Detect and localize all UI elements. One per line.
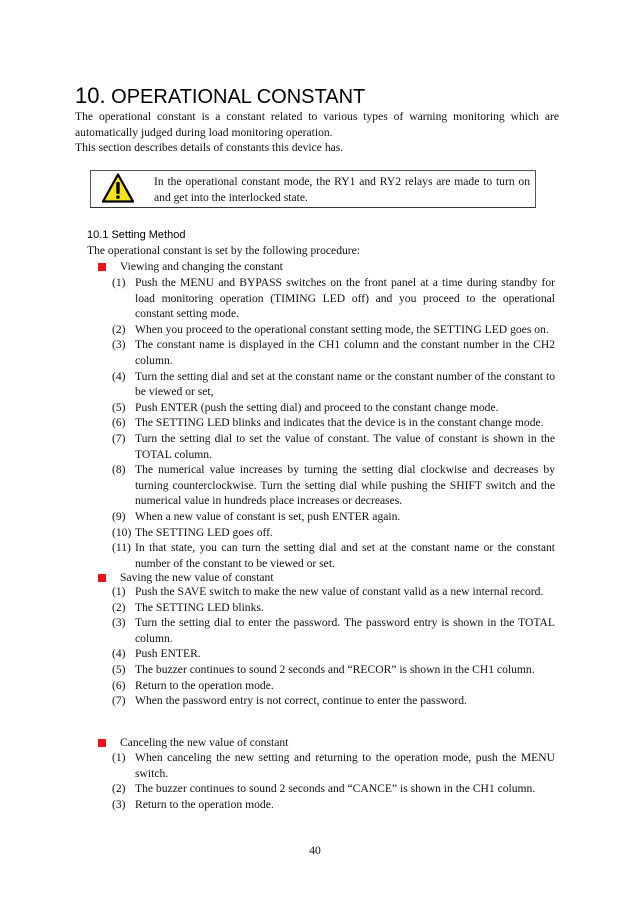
section-heading-label: Canceling the new value of constant xyxy=(120,736,289,749)
list-item xyxy=(112,400,555,416)
step-number: (2) xyxy=(112,322,126,336)
intro-text xyxy=(75,109,559,156)
step-number: (2) xyxy=(112,782,126,796)
step-number: (5) xyxy=(112,400,126,414)
step-number: (1) xyxy=(112,585,126,598)
step-text: Push ENTER (push the setting dial) and proceed to the constant change mode. xyxy=(135,400,499,414)
step-number: (3) xyxy=(112,338,126,352)
step-text: The SETTING LED blinks. xyxy=(135,600,264,614)
step-text: The buzzer continues to sound 2 seconds and “CANCE” is shown in the CH1 column. xyxy=(135,782,536,796)
step-number: (4) xyxy=(112,369,126,383)
subsection-lead: The operational constant is set by the following procedure: xyxy=(87,244,361,257)
step-text: When a new value of constant is set, push ENTER again. xyxy=(135,509,401,523)
list-item xyxy=(112,678,555,694)
list-item xyxy=(112,615,555,646)
list-item xyxy=(112,462,555,509)
step-text: When canceling the new setting and returning to the operation mode, push the MENU switch. xyxy=(135,751,555,780)
warning-triangle-icon xyxy=(102,173,134,203)
step-text: In that state, you can turn the setting dial and set at the constant name or the constant number of the constant to be viewed or set. xyxy=(135,541,555,570)
step-text: Return to the operation mode. xyxy=(135,797,274,811)
list-item xyxy=(112,540,555,571)
step-number: (6) xyxy=(112,416,126,430)
step-text: Push the SAVE switch to make the new value of constant valid as a new internal record. xyxy=(135,585,544,598)
list-item xyxy=(112,781,555,797)
intro-paragraph: The operational constant is a constant related to various types of warning monitoring which are automatically judged during load monitoring operation. xyxy=(75,110,559,139)
chapter-number: 10. xyxy=(75,83,106,108)
list-item xyxy=(112,525,555,541)
steps-list-canceling xyxy=(112,750,555,812)
red-square-bullet-icon xyxy=(98,739,106,747)
step-text: Return to the operation mode. xyxy=(135,678,274,692)
list-item xyxy=(112,415,555,431)
warning-text: In the operational constant mode, the RY1 and RY2 relays are made to turn on and get into the interlocked state. xyxy=(154,175,530,204)
list-item xyxy=(112,431,555,462)
chapter-title: OPERATIONAL CONSTANT xyxy=(111,86,366,108)
step-number: (10) xyxy=(112,525,132,539)
step-number: (1) xyxy=(112,751,126,764)
step-number: (7) xyxy=(112,694,126,708)
step-text: When you proceed to the operational constant setting mode, the SETTING LED goes on. xyxy=(135,322,549,336)
list-item xyxy=(112,275,555,322)
section-heading-label: Viewing and changing the constant xyxy=(120,260,283,273)
step-text: The SETTING LED blinks and indicates that the device is in the constant change mode. xyxy=(135,416,544,430)
list-item xyxy=(112,322,555,338)
steps-list-saving xyxy=(112,584,555,709)
step-number: (6) xyxy=(112,678,126,692)
step-number: (9) xyxy=(112,509,126,523)
step-text: Turn the setting dial to enter the password. The password entry is shown in the TOTAL column. xyxy=(135,616,555,645)
list-item xyxy=(112,662,555,678)
step-text: Push ENTER. xyxy=(135,647,201,661)
step-number: (7) xyxy=(112,431,126,445)
list-item xyxy=(112,693,555,709)
step-number: (11) xyxy=(112,541,131,555)
step-number: (4) xyxy=(112,647,126,661)
subsection-title: 10.1 Setting Method xyxy=(87,229,186,241)
step-text: Turn the setting dial to set the value of constant. The value of constant is shown in the TOTAL column. xyxy=(135,431,555,461)
step-number: (3) xyxy=(112,616,126,630)
page-number: 40 xyxy=(309,844,321,857)
section-heading-label: Saving the new value of constant xyxy=(120,571,274,584)
step-text: The SETTING LED goes off. xyxy=(135,525,273,539)
list-item xyxy=(112,797,555,813)
list-item xyxy=(112,600,555,616)
step-number: (8) xyxy=(112,463,126,477)
list-item xyxy=(112,646,555,662)
intro-paragraph: This section describes details of constants this device has. xyxy=(75,141,344,155)
step-text: The buzzer continues to sound 2 seconds and “RECOR” is shown in the CH1 column. xyxy=(135,662,535,676)
step-number: (1) xyxy=(112,276,126,289)
step-number: (3) xyxy=(112,797,126,811)
step-text: Turn the setting dial and set at the constant name or the constant number of the constant to be viewed or set, xyxy=(135,369,555,399)
chapter-heading xyxy=(75,84,365,109)
list-item xyxy=(112,750,555,781)
warning-box xyxy=(90,170,536,208)
step-text: Push the MENU and BYPASS switches on the front panel at a time during standby for load monitoring operation (TIMING LED off) and you proceed to the operational constant setting mode. xyxy=(135,276,555,321)
red-square-bullet-icon xyxy=(98,574,106,582)
step-text: The numerical value increases by turning the setting dial clockwise and decreases by turning counterclockwise. Turn the setting dial while pushing the SHIFT switch and the numerical value in hundreds place increases or decreases. xyxy=(135,463,555,508)
step-number: (5) xyxy=(112,662,126,676)
step-text: When the password entry is not correct, continue to enter the password. xyxy=(135,694,467,708)
list-item xyxy=(112,584,555,600)
list-item xyxy=(112,509,555,525)
steps-list-viewing xyxy=(112,275,555,571)
list-item xyxy=(112,369,555,400)
step-number: (2) xyxy=(112,600,126,614)
list-item xyxy=(112,337,555,368)
red-square-bullet-icon xyxy=(98,263,106,271)
step-text: The constant name is displayed in the CH1 column and the constant number in the CH2 column. xyxy=(135,338,555,367)
